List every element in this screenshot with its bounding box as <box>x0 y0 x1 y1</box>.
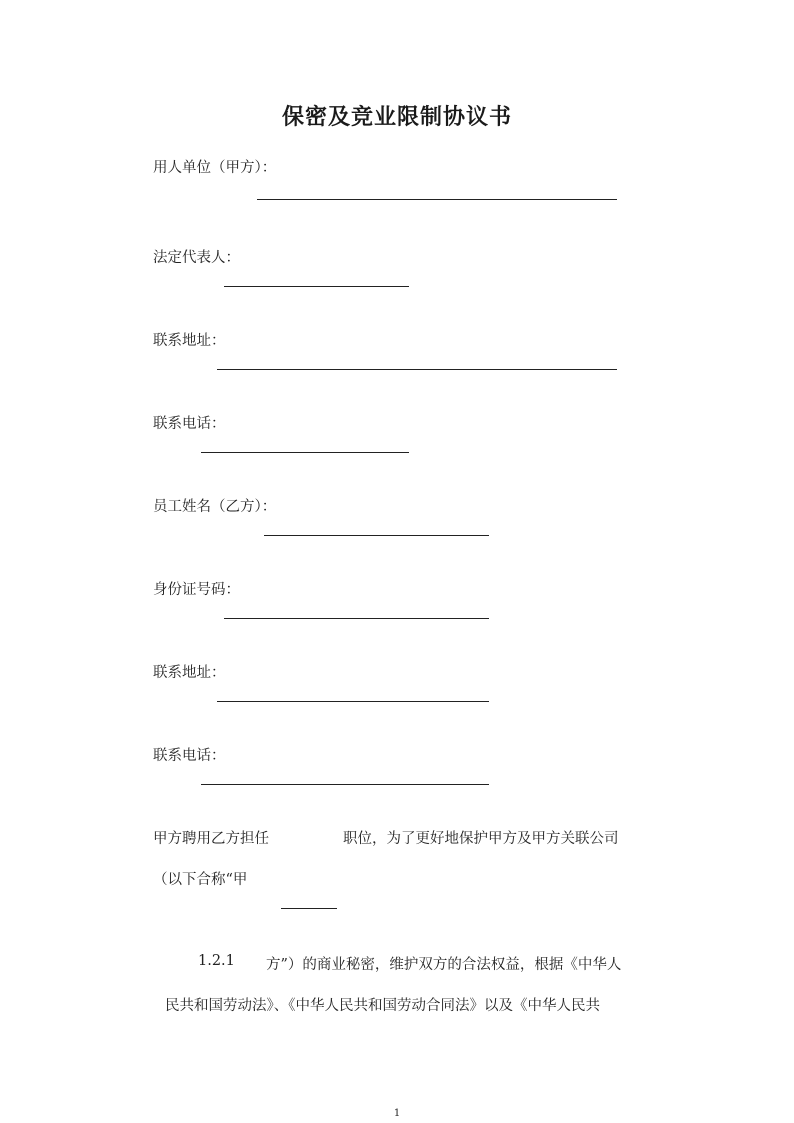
id-number-blank-line <box>224 618 489 619</box>
legal-representative-blank-line <box>224 286 409 287</box>
employee-address-blank-line <box>217 701 489 702</box>
body-line2: （以下合称“甲 <box>153 872 248 888</box>
employee-address-label: 联系地址： <box>153 665 226 681</box>
employer-phone-label: 联系电话： <box>153 416 226 432</box>
employer-label: 用人单位（甲方）： <box>153 160 277 176</box>
id-number-label: 身份证号码： <box>153 582 240 598</box>
body-line4: 民共和国劳动法》、《中华人民共和国劳动合同法》以及《中华人民共 <box>165 998 600 1014</box>
clause-number: 1.2.1 <box>198 953 235 969</box>
body-line1-part1: 甲方聘用乙方担任 <box>153 831 269 847</box>
body-line3: 方”）的商业秘密，维护双方的合法权益，根据《中华人 <box>266 957 622 973</box>
employer-blank-line <box>257 199 617 200</box>
employee-name-blank-line <box>264 535 489 536</box>
employee-phone-blank-line <box>201 784 489 785</box>
employer-address-blank-line <box>217 369 617 370</box>
document-title: 保密及竞业限制协议书 <box>281 104 512 130</box>
legal-representative-label: 法定代表人： <box>153 250 240 266</box>
page-number: 1 <box>393 1108 401 1119</box>
position-blank-line <box>281 908 337 909</box>
employer-address-label: 联系地址： <box>153 333 226 349</box>
employee-phone-label: 联系电话： <box>153 748 226 764</box>
body-line1-part2: 职位，为了更好地保护甲方及甲方关联公司 <box>343 831 619 847</box>
employer-phone-blank-line <box>201 452 409 453</box>
employee-name-label: 员工姓名（乙方）： <box>153 499 277 515</box>
